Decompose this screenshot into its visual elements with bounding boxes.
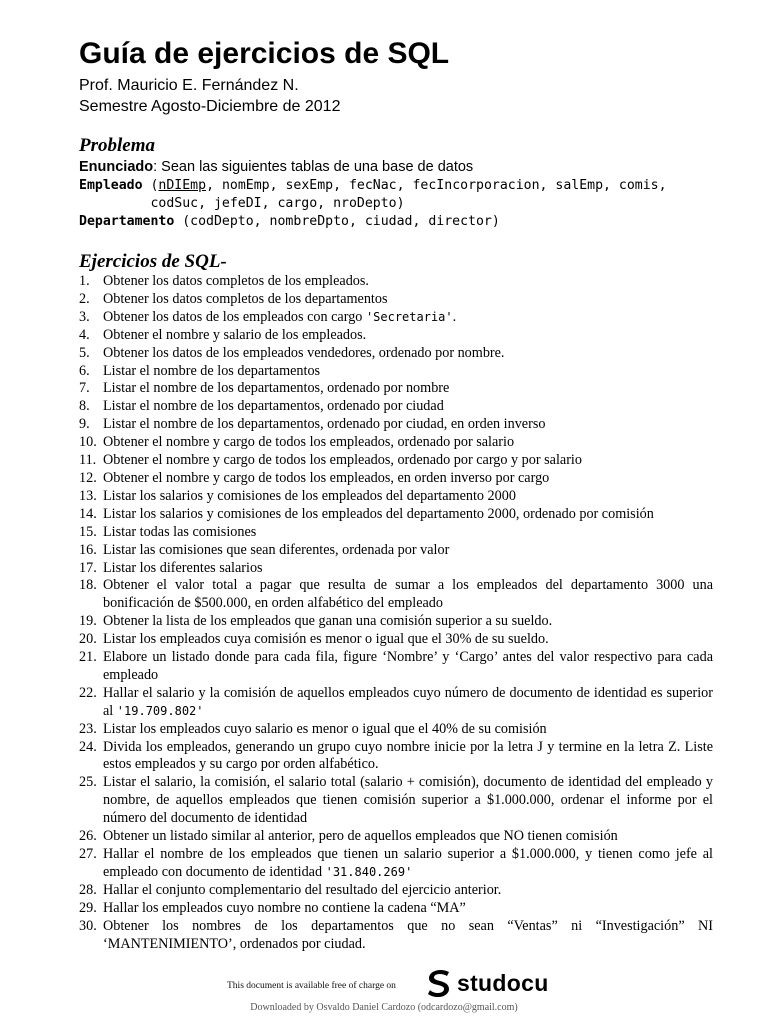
ejercicio-item	[79, 685, 713, 721]
ejercicio-text: Obtener el nombre y cargo de todos los empleados, en orden inverso por cargo	[103, 469, 550, 486]
ejercicio-number: 1.	[79, 273, 90, 289]
ejercicio-item	[79, 613, 713, 631]
ejercicio-number: 8.	[79, 398, 90, 415]
ejercicio-number: 24.	[79, 738, 97, 755]
semester-line: Semestre Agosto-Diciembre de 2012	[79, 98, 341, 115]
ejercicio-number: 26.	[79, 828, 97, 845]
ejercicio-item	[79, 488, 713, 506]
ejercicio-number: 29.	[79, 899, 97, 916]
ejercicio-text: Listar el nombre de los departamentos, ordenado por nombre	[103, 380, 450, 397]
ejercicio-item	[79, 506, 713, 524]
ejercicio-item	[79, 560, 713, 578]
ejercicio-item	[79, 721, 713, 739]
ejercicio-item	[79, 577, 713, 613]
ejercicio-item	[79, 828, 713, 846]
ejercicio-item	[79, 649, 713, 685]
ejercicio-number: 6.	[79, 362, 90, 379]
ejercicio-item	[79, 380, 713, 398]
ejercicio-item	[79, 524, 713, 542]
studocu-logo-text: studocu	[457, 969, 549, 996]
author-line: Prof. Mauricio E. Fernández N.	[79, 77, 299, 94]
ejercicio-item	[79, 416, 713, 434]
ejercicio-number: 13.	[79, 487, 97, 504]
ejercicio-item	[79, 345, 713, 363]
document-title: Guía de ejercicios de SQL	[79, 37, 450, 70]
empleado-primary-key: nDIEmp	[158, 178, 207, 193]
ejercicio-number: 20.	[79, 631, 97, 648]
ejercicio-code-literal: 'Secretaria'	[365, 309, 453, 324]
ejercicio-item	[79, 452, 713, 470]
ejercicio-number: 22.	[79, 684, 97, 701]
ejercicio-item	[79, 327, 713, 345]
ejercicio-number: 28.	[79, 881, 97, 898]
empleado-table-name: Empleado	[79, 178, 143, 193]
ejercicio-text: Obtener los datos completos de los empleados.	[103, 273, 369, 289]
studocu-logo[interactable]	[425, 968, 549, 998]
problema-heading: Problema	[79, 135, 155, 156]
ejercicio-text-end: .	[452, 308, 457, 325]
ejercicio-number: 5.	[79, 344, 90, 361]
ejercicio-number: 12.	[79, 469, 97, 486]
ejercicio-item	[79, 846, 713, 882]
ejercicio-number: 15.	[79, 523, 97, 540]
ejercicios-list	[79, 273, 713, 953]
ejercicio-text: Listar todas las comisiones	[103, 523, 257, 540]
ejercicio-number: 11.	[79, 452, 97, 469]
ejercicio-text: Obtener los datos completos de los departamentos	[103, 290, 388, 307]
ejercicio-text: Divida los empleados, generando un grupo cuyo nombre inicie por la letra J y termine en la letra Z. Liste estos empleados y su cargo por orden alfabético.	[103, 738, 713, 773]
enunciado-label: Enunciado	[79, 159, 154, 175]
ejercicio-number: 18.	[79, 577, 97, 594]
ejercicio-code-literal: '31.840.269'	[325, 864, 413, 879]
ejercicio-number: 4.	[79, 326, 90, 343]
ejercicio-text: Hallar el nombre de los empleados que tienen un salario superior a $1.000.000, y tienen como jefe al empleado con documento de identidad	[103, 846, 713, 880]
ejercicio-text: Listar el nombre de los departamentos, ordenado por ciudad, en orden inverso	[103, 416, 546, 433]
ejercicio-text: Obtener los datos de los empleados vendedores, ordenado por nombre.	[103, 344, 505, 361]
ejercicio-text: Listar los salarios y comisiones de los empleados del departamento 2000	[103, 487, 516, 504]
empleado-open-paren: (	[142, 178, 159, 193]
ejercicio-number: 23.	[79, 720, 97, 737]
ejercicio-number: 9.	[79, 416, 90, 433]
ejercicio-text: Elabore un listado donde para cada fila, figure ‘Nombre’ y ‘Cargo’ antes del valor respectivo para cada empleado	[103, 649, 713, 683]
ejercicio-text: Listar los empleados cuya comisión es menor o igual que el 30% de su sueldo.	[103, 631, 549, 648]
availability-note: This document is available free of charge on	[227, 981, 396, 991]
ejercicio-item	[79, 900, 713, 918]
ejercicio-item	[79, 434, 713, 452]
ejercicio-text: Listar los salarios y comisiones de los empleados del departamento 2000, ordenado por comisión	[103, 505, 654, 522]
ejercicio-number: 17.	[79, 559, 97, 576]
ejercicio-item	[79, 470, 713, 488]
ejercicio-text: Listar el nombre de los departamentos	[103, 362, 321, 379]
ejercicio-text: Listar el nombre de los departamentos, ordenado por ciudad	[103, 398, 444, 415]
ejercicio-text: Obtener la lista de los empleados que ganan una comisión superior a su sueldo.	[103, 613, 553, 630]
ejercicio-text: Listar los diferentes salarios	[103, 559, 263, 576]
ejercicio-item	[79, 882, 713, 900]
ejercicio-text: Obtener el valor total a pagar que resulta de sumar a los empleados del departamento 3000 una bonificación de $500.000, en orden alfabético del empleado	[103, 577, 713, 612]
ejercicio-item	[79, 918, 713, 954]
ejercicio-code-literal: '19.709.802'	[116, 703, 204, 718]
ejercicio-number: 3.	[79, 308, 90, 325]
ejercicio-number: 27.	[79, 846, 97, 862]
ejercicio-text: Obtener el nombre y salario de los empleados.	[103, 326, 367, 343]
departamento-table-name: Departamento	[79, 214, 175, 229]
ejercicio-number: 21.	[79, 649, 97, 666]
ejercicio-text: Listar los empleados cuyo salario es menor o igual que el 40% de su comisión	[103, 720, 547, 737]
ejercicio-number: 10.	[79, 434, 97, 451]
enunciado-line	[79, 158, 473, 176]
ejercicios-heading: Ejercicios de SQL-	[79, 251, 227, 272]
ejercicio-number: 2.	[79, 290, 90, 307]
ejercicio-item	[79, 398, 713, 416]
ejercicio-text: Obtener los datos de los empleados con cargo	[103, 308, 366, 325]
ejercicio-number: 25.	[79, 774, 97, 791]
ejercicio-number: 7.	[79, 380, 90, 397]
ejercicio-text: Hallar el salario y la comisión de aquellos empleados cuyo número de documento de identidad es superior al	[103, 684, 713, 719]
ejercicio-number: 14.	[79, 505, 97, 522]
ejercicio-text: Hallar el conjunto complementario del resultado del ejercicio anterior.	[103, 881, 502, 898]
departamento-fields: (codDepto, nombreDpto, ciudad, director)	[174, 214, 500, 229]
ejercicio-text: Listar las comisiones que sean diferentes, ordenada por valor	[103, 541, 450, 558]
ejercicio-text: Obtener el nombre y cargo de todos los empleados, ordenado por salario	[103, 434, 515, 451]
ejercicio-number: 16.	[79, 541, 97, 558]
ejercicio-text: Obtener el nombre y cargo de todos los empleados, ordenado por cargo y por salario	[103, 452, 582, 469]
ejercicio-text: Obtener un listado similar al anterior, pero de aquellos empleados que NO tienen comisión	[103, 828, 618, 845]
ejercicio-item	[79, 363, 713, 381]
departamento-schema-line	[79, 213, 500, 231]
ejercicio-text: Listar el salario, la comisión, el salario total (salario + comisión), documento de identidad del empleado y nombre, de aquellos empleados que tienen comisión superior a $1.000.000, ordenar el informe por el número del documento de identidad	[103, 774, 713, 827]
ejercicio-item	[79, 631, 713, 649]
ejercicio-item	[79, 273, 713, 291]
ejercicio-text: Obtener los nombres de los departamentos que no sean “Ventas” ni “Investigación” NI ‘MANTENIMIENTO’, ordenados por ciudad.	[103, 917, 713, 952]
downloaded-by-note: Downloaded by Osvaldo Daniel Cardozo (odcardozo@gmail.com)	[250, 1002, 518, 1013]
ejercicio-item	[79, 309, 713, 327]
empleado-schema-line-1	[79, 177, 667, 195]
ejercicio-item	[79, 291, 713, 309]
studocu-logo-icon	[425, 968, 453, 998]
ejercicio-item	[79, 542, 713, 560]
ejercicio-item	[79, 774, 713, 828]
ejercicio-number: 30.	[79, 917, 97, 934]
enunciado-text: : Sean las siguientes tablas de una base de datos	[153, 159, 474, 175]
ejercicio-text: Hallar los empleados cuyo nombre no contiene la cadena “MA”	[103, 899, 466, 916]
empleado-schema-line-2: codSuc, jefeDI, cargo, nroDepto)	[79, 196, 405, 211]
empleado-fields-1: , nomEmp, sexEmp, fecNac, fecIncorporacion, salEmp, comis,	[206, 178, 667, 193]
ejercicio-number: 19.	[79, 613, 97, 630]
ejercicio-item	[79, 739, 713, 775]
